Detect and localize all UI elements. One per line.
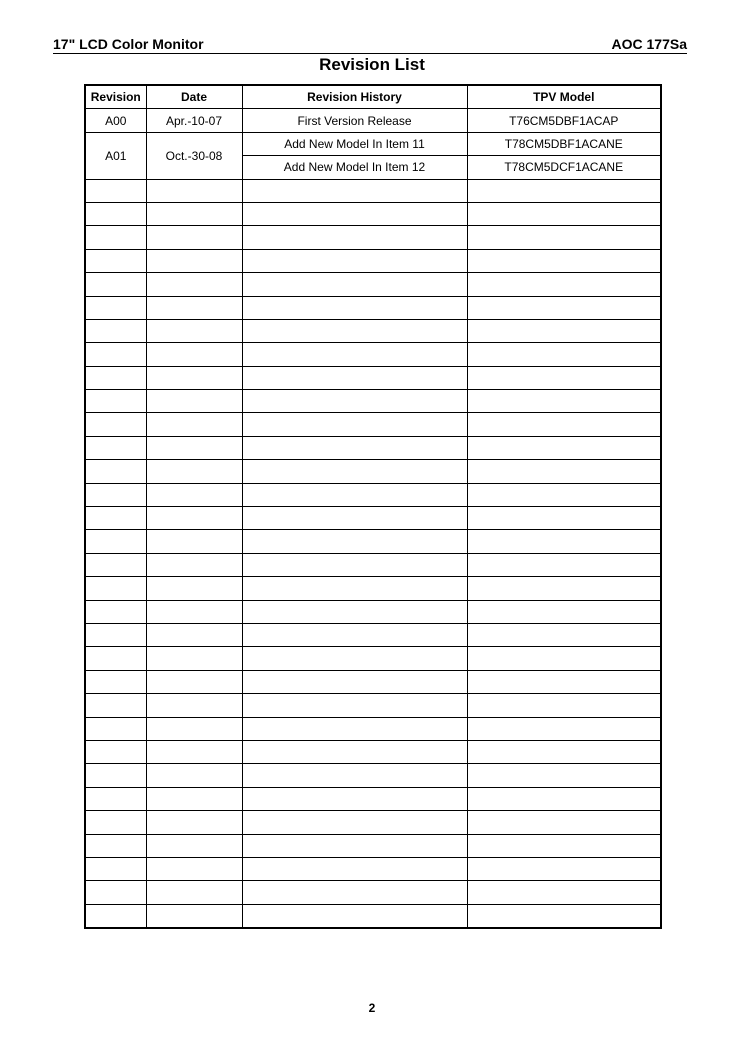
- page-header: [53, 36, 687, 54]
- empty-cell: [242, 670, 467, 693]
- empty-cell: [242, 460, 467, 483]
- empty-cell: [146, 179, 242, 202]
- empty-cell: [242, 530, 467, 553]
- empty-table-row: [85, 483, 661, 506]
- empty-table-row: [85, 694, 661, 717]
- empty-cell: [242, 694, 467, 717]
- empty-cell: [467, 460, 661, 483]
- empty-cell: [242, 296, 467, 319]
- empty-cell: [242, 600, 467, 623]
- empty-cell: [467, 343, 661, 366]
- document-title: 17" LCD Color Monitor: [53, 36, 204, 52]
- empty-cell: [467, 764, 661, 787]
- empty-table-row: [85, 647, 661, 670]
- empty-cell: [467, 904, 661, 928]
- empty-cell: [85, 179, 146, 202]
- empty-cell: [467, 249, 661, 272]
- empty-table-row: [85, 319, 661, 342]
- empty-cell: [85, 249, 146, 272]
- empty-cell: [242, 179, 467, 202]
- empty-cell: [85, 694, 146, 717]
- empty-cell: [467, 507, 661, 530]
- date-cell: Apr.-10-07: [146, 109, 242, 132]
- empty-cell: [146, 460, 242, 483]
- empty-table-row: [85, 530, 661, 553]
- empty-table-row: [85, 460, 661, 483]
- column-header-tpv-model: TPV Model: [467, 85, 661, 109]
- empty-cell: [85, 483, 146, 506]
- empty-cell: [146, 623, 242, 646]
- empty-cell: [242, 577, 467, 600]
- empty-cell: [242, 507, 467, 530]
- empty-cell: [242, 787, 467, 810]
- empty-cell: [85, 717, 146, 740]
- empty-cell: [242, 717, 467, 740]
- empty-cell: [146, 413, 242, 436]
- empty-table-row: [85, 413, 661, 436]
- empty-cell: [85, 436, 146, 459]
- empty-table-row: [85, 179, 661, 202]
- model-cell: T78CM5DCF1ACANE: [467, 156, 661, 179]
- empty-cell: [146, 343, 242, 366]
- empty-cell: [85, 600, 146, 623]
- empty-cell: [467, 623, 661, 646]
- empty-cell: [467, 694, 661, 717]
- empty-table-row: [85, 787, 661, 810]
- revision-cell: A01: [85, 132, 146, 179]
- empty-cell: [85, 343, 146, 366]
- empty-cell: [146, 202, 242, 225]
- empty-cell: [146, 857, 242, 880]
- empty-cell: [146, 530, 242, 553]
- empty-table-row: [85, 296, 661, 319]
- empty-table-row: [85, 600, 661, 623]
- empty-cell: [467, 390, 661, 413]
- empty-cell: [467, 553, 661, 576]
- empty-table-row: [85, 343, 661, 366]
- empty-cell: [146, 366, 242, 389]
- empty-table-row: [85, 764, 661, 787]
- empty-cell: [467, 717, 661, 740]
- empty-cell: [146, 811, 242, 834]
- empty-table-row: [85, 904, 661, 928]
- model-cell: T78CM5DBF1ACANE: [467, 132, 661, 155]
- empty-cell: [146, 694, 242, 717]
- empty-cell: [85, 202, 146, 225]
- column-header-revision: Revision: [85, 85, 146, 109]
- empty-table-row: [85, 811, 661, 834]
- empty-cell: [467, 202, 661, 225]
- empty-cell: [146, 834, 242, 857]
- empty-table-row: [85, 577, 661, 600]
- empty-cell: [85, 764, 146, 787]
- empty-cell: [85, 273, 146, 296]
- empty-table-row: [85, 834, 661, 857]
- revision-cell: A00: [85, 109, 146, 132]
- empty-cell: [242, 764, 467, 787]
- empty-cell: [242, 857, 467, 880]
- empty-cell: [146, 226, 242, 249]
- empty-cell: [85, 647, 146, 670]
- empty-cell: [467, 296, 661, 319]
- empty-cell: [467, 740, 661, 763]
- empty-cell: [467, 647, 661, 670]
- empty-cell: [146, 319, 242, 342]
- empty-cell: [85, 553, 146, 576]
- empty-cell: [242, 390, 467, 413]
- empty-cell: [467, 600, 661, 623]
- empty-table-row: [85, 273, 661, 296]
- table-header-row: [85, 85, 661, 109]
- empty-cell: [467, 436, 661, 459]
- empty-cell: [467, 577, 661, 600]
- empty-cell: [242, 273, 467, 296]
- empty-cell: [242, 413, 467, 436]
- empty-cell: [146, 577, 242, 600]
- page-title: Revision List: [319, 55, 425, 74]
- empty-table-row: [85, 226, 661, 249]
- empty-cell: [146, 740, 242, 763]
- empty-cell: [85, 834, 146, 857]
- empty-cell: [146, 881, 242, 904]
- empty-cell: [85, 857, 146, 880]
- empty-cell: [146, 647, 242, 670]
- empty-cell: [467, 413, 661, 436]
- history-cell: First Version Release: [242, 109, 467, 132]
- empty-table-row: [85, 717, 661, 740]
- empty-cell: [467, 857, 661, 880]
- empty-cell: [85, 366, 146, 389]
- empty-cell: [146, 390, 242, 413]
- empty-cell: [146, 507, 242, 530]
- empty-cell: [85, 226, 146, 249]
- empty-cell: [242, 834, 467, 857]
- empty-table-row: [85, 436, 661, 459]
- empty-cell: [467, 273, 661, 296]
- empty-cell: [85, 670, 146, 693]
- empty-table-row: [85, 857, 661, 880]
- column-header-date: Date: [146, 85, 242, 109]
- empty-cell: [85, 460, 146, 483]
- empty-cell: [242, 623, 467, 646]
- history-cell: Add New Model In Item 12: [242, 156, 467, 179]
- empty-cell: [242, 740, 467, 763]
- empty-cell: [242, 647, 467, 670]
- empty-cell: [85, 507, 146, 530]
- empty-table-row: [85, 507, 661, 530]
- empty-cell: [146, 764, 242, 787]
- empty-cell: [467, 319, 661, 342]
- empty-cell: [146, 296, 242, 319]
- empty-table-row: [85, 740, 661, 763]
- empty-cell: [242, 366, 467, 389]
- empty-table-row: [85, 670, 661, 693]
- empty-table-row: [85, 553, 661, 576]
- empty-table-row: [85, 623, 661, 646]
- revision-table: [84, 84, 662, 929]
- empty-cell: [242, 436, 467, 459]
- empty-cell: [467, 670, 661, 693]
- table-row: [85, 109, 661, 132]
- empty-cell: [242, 904, 467, 928]
- empty-cell: [146, 717, 242, 740]
- empty-cell: [467, 483, 661, 506]
- empty-cell: [467, 811, 661, 834]
- empty-cell: [85, 319, 146, 342]
- empty-cell: [146, 483, 242, 506]
- empty-cell: [467, 530, 661, 553]
- empty-cell: [146, 436, 242, 459]
- empty-cell: [146, 249, 242, 272]
- empty-cell: [146, 600, 242, 623]
- empty-cell: [85, 623, 146, 646]
- empty-cell: [467, 226, 661, 249]
- empty-cell: [146, 787, 242, 810]
- empty-cell: [242, 202, 467, 225]
- empty-cell: [85, 787, 146, 810]
- empty-cell: [242, 249, 467, 272]
- empty-cell: [467, 179, 661, 202]
- empty-cell: [146, 553, 242, 576]
- history-cell: Add New Model In Item 11: [242, 132, 467, 155]
- empty-cell: [85, 413, 146, 436]
- empty-cell: [146, 904, 242, 928]
- page-number: 2: [368, 1001, 376, 1015]
- empty-cell: [467, 834, 661, 857]
- empty-cell: [242, 483, 467, 506]
- empty-cell: [146, 273, 242, 296]
- empty-cell: [85, 296, 146, 319]
- empty-cell: [242, 319, 467, 342]
- empty-cell: [467, 881, 661, 904]
- empty-cell: [85, 577, 146, 600]
- empty-cell: [85, 811, 146, 834]
- empty-cell: [85, 390, 146, 413]
- empty-table-row: [85, 366, 661, 389]
- empty-cell: [242, 226, 467, 249]
- empty-cell: [85, 740, 146, 763]
- empty-cell: [242, 811, 467, 834]
- date-cell: Oct.-30-08: [146, 132, 242, 179]
- table-row: [85, 132, 661, 155]
- empty-cell: [85, 904, 146, 928]
- empty-cell: [85, 881, 146, 904]
- empty-cell: [467, 787, 661, 810]
- empty-table-row: [85, 881, 661, 904]
- model-name: AOC 177Sa: [611, 36, 687, 52]
- empty-cell: [85, 530, 146, 553]
- model-cell: T76CM5DBF1ACAP: [467, 109, 661, 132]
- empty-cell: [146, 670, 242, 693]
- empty-cell: [467, 366, 661, 389]
- empty-cell: [242, 881, 467, 904]
- empty-table-row: [85, 249, 661, 272]
- empty-cell: [242, 553, 467, 576]
- empty-table-row: [85, 202, 661, 225]
- empty-table-row: [85, 390, 661, 413]
- column-header-revision-history: Revision History: [242, 85, 467, 109]
- empty-cell: [242, 343, 467, 366]
